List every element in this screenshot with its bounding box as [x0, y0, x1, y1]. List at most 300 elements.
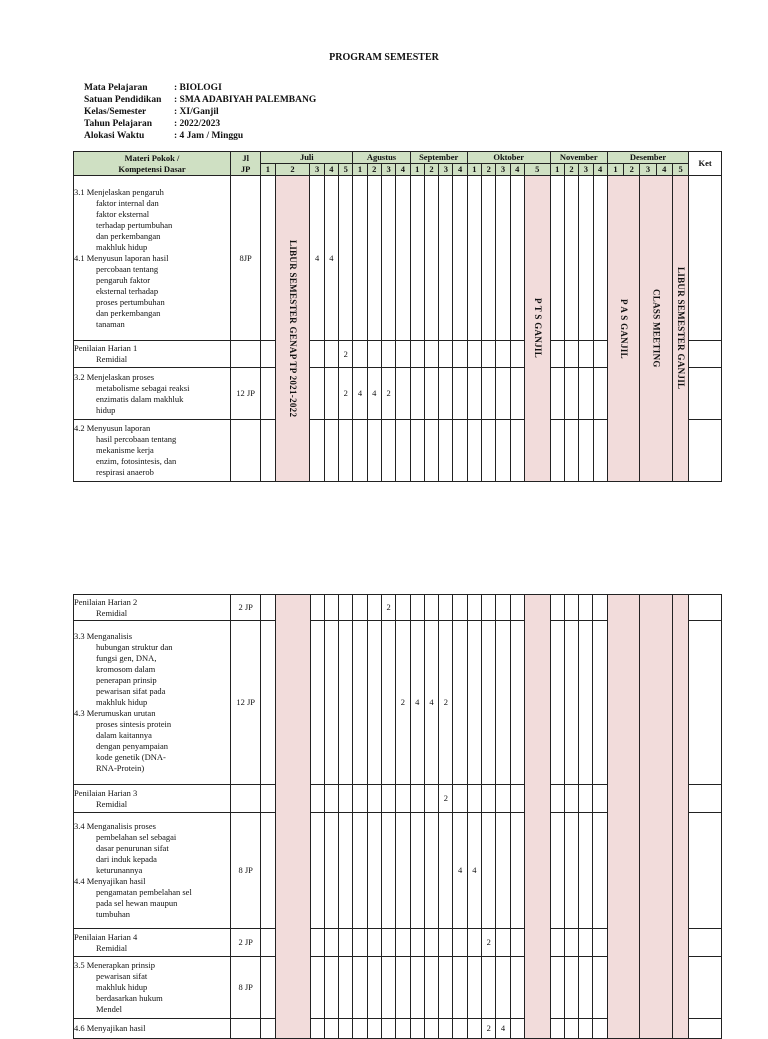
week-cell: 2 — [439, 621, 453, 785]
week-cell — [396, 785, 410, 813]
week-cell — [396, 957, 410, 1019]
week-cell — [324, 813, 338, 929]
week-cell — [593, 957, 607, 1019]
week-cell — [310, 595, 324, 621]
week-cell — [593, 813, 607, 929]
meta-label: Satuan Pendidikan — [84, 95, 162, 105]
kd-line: 4.4 Menyajikan hasil — [74, 876, 146, 886]
week-cell — [496, 957, 510, 1019]
kd-line: percobaan tentang — [96, 263, 159, 274]
week-cell — [482, 595, 496, 621]
header-jl — [231, 152, 261, 176]
week-cell — [424, 957, 438, 1019]
week-cell — [482, 813, 496, 929]
kd-line: hidup — [96, 404, 116, 415]
week-cell — [550, 785, 564, 813]
kd-line: respirasi anaerob — [96, 467, 154, 477]
week-cell — [593, 621, 607, 785]
week-cell — [482, 957, 496, 1019]
week-cell — [353, 1019, 367, 1039]
week-cell — [324, 595, 338, 621]
week-cell — [367, 957, 381, 1019]
week-cell — [367, 1019, 381, 1039]
week-cell — [510, 341, 524, 368]
meta-row — [84, 82, 316, 94]
kd-line: faktor eksternal — [96, 208, 150, 219]
week-cell — [510, 368, 524, 420]
week-cell — [482, 420, 496, 482]
week-cell: 4 — [353, 368, 367, 420]
week-cell — [261, 785, 275, 813]
week-cell — [310, 785, 324, 813]
kd-line: fungsi gen, DNA, — [96, 653, 157, 663]
week-cell — [324, 621, 338, 785]
week-cell — [467, 368, 481, 420]
meta-label: Alokasi Waktu — [84, 131, 145, 141]
week-cell — [593, 176, 607, 341]
table-row — [74, 176, 722, 341]
week-cell — [593, 785, 607, 813]
week-cell — [353, 957, 367, 1019]
week-cell — [496, 176, 510, 341]
header-week: 2 — [424, 164, 438, 176]
header-month: September — [410, 152, 467, 164]
header-week: 3 — [439, 164, 453, 176]
week-cell — [482, 341, 496, 368]
header-week: 4 — [453, 164, 467, 176]
week-cell: 4 — [467, 813, 481, 929]
kd-line: dalam kaitannya — [96, 730, 152, 740]
week-cell — [579, 929, 593, 957]
week-cell — [550, 813, 564, 929]
week-cell — [453, 785, 467, 813]
holiday-block — [640, 595, 673, 1039]
header-jl-line1: Jl — [242, 152, 249, 163]
kd-line: Remidial — [96, 607, 128, 618]
week-cell — [381, 957, 395, 1019]
week-cell — [510, 813, 524, 929]
kd-line: Remidial — [96, 798, 128, 809]
week-cell — [424, 420, 438, 482]
week-cell — [353, 420, 367, 482]
header-week: 5 — [339, 164, 353, 176]
week-cell: 4 — [367, 368, 381, 420]
week-cell — [579, 368, 593, 420]
week-cell — [550, 621, 564, 785]
jp-cell: 12 JP — [231, 621, 261, 785]
week-cell — [467, 420, 481, 482]
kd-line: 3.4 Menganalisis proses — [74, 821, 156, 831]
week-cell: 4 — [410, 621, 424, 785]
jp-cell — [231, 785, 261, 813]
week-cell — [510, 957, 524, 1019]
week-cell — [367, 929, 381, 957]
week-cell — [410, 785, 424, 813]
week-cell — [564, 341, 578, 368]
kd-line: 4.2 Menyusun laporan — [74, 423, 151, 433]
week-cell — [453, 621, 467, 785]
week-cell — [324, 420, 338, 482]
kd-line: pengamatan pembelahan sel — [96, 887, 192, 897]
week-cell — [261, 1019, 275, 1039]
header-row-months — [74, 152, 722, 164]
ket-cell — [689, 785, 722, 813]
meta-row — [84, 94, 316, 106]
holiday-block — [275, 595, 310, 1039]
week-cell: 4 — [496, 1019, 510, 1039]
holiday-block — [607, 176, 640, 482]
week-cell — [339, 420, 353, 482]
week-cell — [579, 420, 593, 482]
week-cell — [353, 595, 367, 621]
week-cell — [579, 621, 593, 785]
week-cell — [310, 957, 324, 1019]
week-cell — [339, 813, 353, 929]
header-materi — [74, 152, 231, 176]
kd-line: Penilaian Harian 4 — [74, 931, 138, 942]
week-cell — [467, 785, 481, 813]
holiday-block — [524, 595, 550, 1039]
week-cell — [579, 341, 593, 368]
kd-cell — [74, 420, 231, 482]
week-cell — [496, 785, 510, 813]
ket-cell — [689, 368, 722, 420]
week-cell — [550, 420, 564, 482]
week-cell — [467, 957, 481, 1019]
week-cell — [439, 341, 453, 368]
meta-row — [84, 106, 316, 118]
kd-line: pengaruh faktor — [96, 274, 151, 285]
kd-cell — [74, 368, 231, 420]
week-cell — [510, 595, 524, 621]
week-cell — [439, 1019, 453, 1039]
header-ket: Ket — [689, 152, 722, 176]
week-cell — [261, 420, 275, 482]
week-cell — [564, 368, 578, 420]
kd-line: 4.3 Merumuskan urutan — [74, 708, 156, 718]
week-cell — [353, 813, 367, 929]
week-cell — [367, 341, 381, 368]
meta-label: Mata Pelajaran — [84, 83, 148, 93]
week-cell: 2 — [396, 621, 410, 785]
week-cell: 2 — [381, 368, 395, 420]
week-cell — [261, 929, 275, 957]
kd-cell — [74, 341, 231, 368]
header-month: Agustus — [353, 152, 410, 164]
kd-cell — [74, 929, 231, 957]
week-cell — [410, 813, 424, 929]
jp-cell: 2 JP — [231, 595, 261, 621]
page-title: PROGRAM SEMESTER — [329, 52, 439, 63]
header-week: 1 — [261, 164, 275, 176]
week-cell — [310, 341, 324, 368]
kd-line: 3.2 Menjelaskan proses — [74, 371, 155, 382]
meta-row — [84, 118, 316, 130]
week-cell — [353, 341, 367, 368]
jp-cell — [231, 1019, 261, 1039]
week-cell — [482, 621, 496, 785]
week-cell — [453, 957, 467, 1019]
kd-line: RNA-Protein) — [96, 763, 145, 773]
kd-line: metabolisme sebagai reaksi — [96, 382, 190, 393]
kd-cell — [74, 957, 231, 1019]
week-cell — [410, 595, 424, 621]
ket-cell — [689, 621, 722, 785]
kd-line: pewarisan sifat pada — [96, 686, 166, 696]
week-cell — [324, 957, 338, 1019]
kd-line: makhluk hidup — [96, 697, 148, 707]
week-cell — [410, 420, 424, 482]
kd-line: keturunannya — [96, 865, 143, 875]
kd-line: berdasarkan hukum — [96, 993, 163, 1003]
week-cell — [261, 176, 275, 341]
kd-line: Remidial — [96, 942, 128, 953]
kd-line: 3.5 Menerapkan prinsip — [74, 960, 155, 970]
week-cell — [482, 176, 496, 341]
week-cell — [367, 785, 381, 813]
week-cell: 2 — [339, 341, 353, 368]
week-cell — [367, 595, 381, 621]
header-week: 2 — [564, 164, 578, 176]
week-cell — [381, 813, 395, 929]
week-cell — [593, 929, 607, 957]
kd-line: pembelahan sel sebagai — [96, 832, 177, 842]
week-cell — [510, 176, 524, 341]
kd-line: makhluk hidup — [96, 982, 148, 992]
week-cell: 2 — [439, 785, 453, 813]
meta-label: Tahun Pelajaran — [84, 119, 153, 129]
kd-line: proses sintesis protein — [96, 719, 172, 729]
week-cell — [510, 1019, 524, 1039]
holiday-label: P A S GANJIL — [619, 298, 630, 359]
kd-line: dari induk kepada — [96, 854, 157, 864]
header-week: 1 — [550, 164, 564, 176]
kd-line: tanaman — [96, 318, 125, 329]
week-cell — [353, 929, 367, 957]
holiday-label: LIBUR SEMESTER GENAP TP 2021-2022 — [287, 239, 298, 418]
header-week: 3 — [640, 164, 656, 176]
week-cell — [424, 341, 438, 368]
header-materi-line2: Kompetensi Dasar — [118, 163, 186, 174]
week-cell — [353, 176, 367, 341]
ket-cell — [689, 929, 722, 957]
ket-cell — [689, 420, 722, 482]
header-month: Juli — [261, 152, 353, 164]
week-cell — [367, 420, 381, 482]
jp-cell — [231, 341, 261, 368]
kd-line: faktor internal dan — [96, 197, 159, 208]
meta-value: : XI/Ganjil — [174, 107, 219, 117]
week-cell — [261, 368, 275, 420]
week-cell — [310, 1019, 324, 1039]
ket-cell — [689, 595, 722, 621]
week-cell — [579, 595, 593, 621]
kd-line: hasil percobaan tentang — [96, 434, 177, 444]
kd-line: tumbuhan — [96, 909, 130, 919]
week-cell — [564, 621, 578, 785]
kd-line: enzim, fotosintesis, dan — [96, 456, 177, 466]
meta-value: : 2022/2023 — [174, 119, 221, 129]
kd-cell — [74, 1019, 231, 1039]
week-cell — [550, 1019, 564, 1039]
week-cell — [510, 621, 524, 785]
week-cell — [579, 957, 593, 1019]
week-cell — [396, 929, 410, 957]
kd-line: 3.3 Menganalisis — [74, 631, 133, 641]
week-cell: 4 — [310, 176, 324, 341]
kd-line: terhadap pertumbuhan — [96, 219, 173, 230]
week-cell — [339, 929, 353, 957]
week-cell — [453, 341, 467, 368]
header-week: 4 — [324, 164, 338, 176]
ket-cell — [689, 341, 722, 368]
week-cell — [367, 176, 381, 341]
header-month: November — [550, 152, 607, 164]
kd-cell — [74, 595, 231, 621]
week-cell — [396, 176, 410, 341]
week-cell — [467, 621, 481, 785]
week-cell — [482, 785, 496, 813]
holiday-label: LIBUR SEMESTER GANJIL — [676, 267, 687, 390]
kd-line: Mendel — [96, 1004, 122, 1014]
kd-line: mekanisme kerja — [96, 445, 154, 455]
week-cell — [550, 341, 564, 368]
week-cell — [579, 1019, 593, 1039]
week-cell — [439, 957, 453, 1019]
week-cell — [453, 368, 467, 420]
meta-value: : BIOLOGI — [174, 83, 222, 93]
table-row — [74, 595, 722, 621]
kd-line: dasar penurunan sifat — [96, 843, 169, 853]
schedule-table-page1 — [73, 151, 722, 482]
kd-line: dengan penyampaian — [96, 741, 168, 751]
header-week: 3 — [579, 164, 593, 176]
schedule-table-page2 — [73, 594, 722, 1039]
week-cell — [593, 595, 607, 621]
week-cell — [439, 176, 453, 341]
header-week: 4 — [396, 164, 410, 176]
header-week: 3 — [310, 164, 324, 176]
week-cell — [410, 341, 424, 368]
week-cell — [424, 368, 438, 420]
week-cell — [396, 1019, 410, 1039]
kd-line: Penilaian Harian 3 — [74, 787, 138, 798]
ket-cell — [689, 1019, 722, 1039]
week-cell — [381, 621, 395, 785]
week-cell — [453, 929, 467, 957]
week-cell — [453, 1019, 467, 1039]
week-cell — [510, 420, 524, 482]
week-cell — [593, 341, 607, 368]
week-cell — [324, 1019, 338, 1039]
week-cell — [396, 368, 410, 420]
jp-cell: 2 JP — [231, 929, 261, 957]
week-cell — [439, 813, 453, 929]
week-cell — [510, 785, 524, 813]
week-cell — [593, 420, 607, 482]
kd-line: proses pertumbuhan — [96, 296, 165, 307]
header-month: Oktober — [467, 152, 550, 164]
kd-cell — [74, 621, 231, 785]
week-cell — [453, 176, 467, 341]
week-cell — [261, 957, 275, 1019]
week-cell — [550, 595, 564, 621]
header-week: 3 — [496, 164, 510, 176]
week-cell — [496, 929, 510, 957]
week-cell — [381, 929, 395, 957]
week-cell — [424, 595, 438, 621]
meta-value: : 4 Jam / Minggu — [174, 131, 244, 141]
week-cell — [439, 368, 453, 420]
week-cell — [550, 368, 564, 420]
week-cell — [564, 957, 578, 1019]
ket-cell — [689, 813, 722, 929]
week-cell — [424, 813, 438, 929]
header-week: 1 — [410, 164, 424, 176]
week-cell — [310, 813, 324, 929]
week-cell: 2 — [482, 1019, 496, 1039]
week-cell — [324, 341, 338, 368]
holiday-block — [672, 595, 688, 1039]
week-cell — [467, 341, 481, 368]
week-cell — [439, 595, 453, 621]
kd-line: Penilaian Harian 1 — [74, 343, 138, 353]
week-cell — [396, 420, 410, 482]
header-week: 3 — [381, 164, 395, 176]
header-jl-line2: JP — [240, 163, 251, 174]
week-cell — [579, 176, 593, 341]
week-cell: 2 — [339, 368, 353, 420]
week-cell — [467, 929, 481, 957]
week-cell — [396, 813, 410, 929]
week-cell — [496, 420, 510, 482]
jp-cell: 12 JP — [231, 368, 261, 420]
week-cell — [496, 813, 510, 929]
kd-line: 4.6 Menyajikan hasil — [74, 1023, 146, 1033]
week-cell — [550, 957, 564, 1019]
header-week: 5 — [524, 164, 550, 176]
week-cell — [439, 929, 453, 957]
week-cell — [310, 929, 324, 957]
week-cell — [261, 813, 275, 929]
week-cell — [410, 957, 424, 1019]
header-week: 2 — [367, 164, 381, 176]
kd-line: pewarisan sifat — [96, 971, 148, 981]
week-cell — [496, 341, 510, 368]
week-cell — [424, 785, 438, 813]
week-cell — [564, 785, 578, 813]
week-cell — [564, 813, 578, 929]
week-cell: 2 — [482, 929, 496, 957]
kd-line: Penilaian Harian 2 — [74, 596, 138, 607]
week-cell — [496, 595, 510, 621]
week-cell — [424, 929, 438, 957]
week-cell — [310, 368, 324, 420]
holiday-block — [607, 595, 640, 1039]
header-week: 1 — [467, 164, 481, 176]
week-cell — [467, 595, 481, 621]
week-cell: 4 — [324, 176, 338, 341]
kd-line: 4.1 Menyusun laporan hasil — [74, 252, 169, 263]
week-cell — [564, 176, 578, 341]
document-meta — [84, 82, 316, 142]
week-cell — [381, 176, 395, 341]
week-cell — [410, 1019, 424, 1039]
week-cell — [353, 785, 367, 813]
header-month: Desember — [607, 152, 688, 164]
week-cell — [510, 929, 524, 957]
holiday-block — [275, 176, 310, 482]
